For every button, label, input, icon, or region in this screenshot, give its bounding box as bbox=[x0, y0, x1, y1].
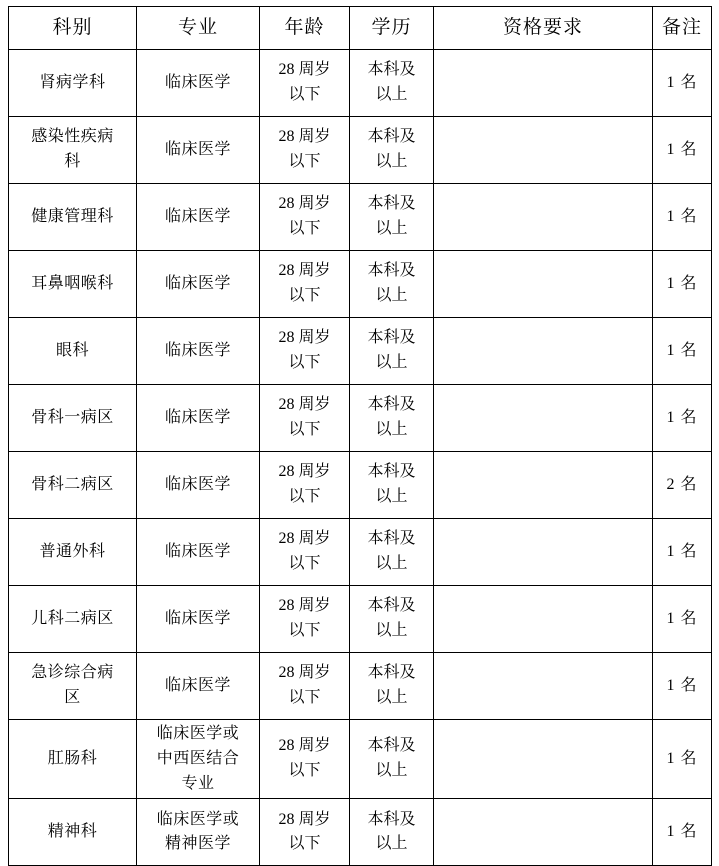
cell-qualification bbox=[434, 184, 653, 251]
cell-age bbox=[260, 519, 350, 586]
column-header-major: 专业 bbox=[137, 7, 260, 50]
cell-department: 肛肠科 bbox=[9, 720, 137, 799]
table-row bbox=[9, 452, 712, 519]
cell-education-line: 以上 bbox=[375, 421, 408, 438]
cell-note: 1 名 bbox=[653, 519, 712, 586]
cell-major-line: 临床医学或 bbox=[156, 810, 240, 828]
cell-education-line: 以上 bbox=[375, 689, 408, 706]
cell-major: 临床医学 bbox=[137, 385, 260, 452]
cell-age-line: 28 周岁 bbox=[278, 664, 331, 682]
cell-education bbox=[350, 117, 434, 184]
cell-age bbox=[260, 318, 350, 385]
cell-education-line: 本科及 bbox=[367, 329, 416, 347]
table-row bbox=[9, 117, 712, 184]
cell-age-line: 28 周岁 bbox=[278, 597, 331, 615]
cell-note: 1 名 bbox=[653, 50, 712, 117]
cell-qualification bbox=[434, 452, 653, 519]
cell-education bbox=[350, 586, 434, 653]
cell-department: 骨科二病区 bbox=[9, 452, 137, 519]
cell-age-line: 以下 bbox=[288, 220, 321, 237]
cell-major: 临床医学 bbox=[137, 318, 260, 385]
cell-age bbox=[260, 653, 350, 720]
cell-major: 临床医学 bbox=[137, 519, 260, 586]
cell-education-line: 本科及 bbox=[367, 61, 416, 79]
cell-major: 临床医学 bbox=[137, 184, 260, 251]
table-row bbox=[9, 50, 712, 117]
column-header-department: 科别 bbox=[9, 7, 137, 50]
column-header-education: 学历 bbox=[350, 7, 434, 50]
cell-age-line: 28 周岁 bbox=[278, 61, 331, 79]
cell-education-line: 以上 bbox=[375, 86, 408, 103]
cell-note: 1 名 bbox=[653, 720, 712, 799]
cell-age-line: 以下 bbox=[288, 153, 321, 170]
cell-department-line: 感染性疾病 bbox=[31, 128, 114, 146]
cell-note: 1 名 bbox=[653, 184, 712, 251]
cell-note: 1 名 bbox=[653, 586, 712, 653]
cell-major: 临床医学 bbox=[137, 653, 260, 720]
cell-education bbox=[350, 50, 434, 117]
cell-note: 1 名 bbox=[653, 799, 712, 866]
cell-qualification bbox=[434, 720, 653, 799]
table-row bbox=[9, 720, 712, 799]
cell-department bbox=[9, 653, 137, 720]
cell-age-line: 以下 bbox=[288, 622, 321, 639]
cell-age-line: 以下 bbox=[288, 555, 321, 572]
cell-age-line: 以下 bbox=[288, 421, 321, 438]
cell-education bbox=[350, 251, 434, 318]
cell-qualification bbox=[434, 50, 653, 117]
cell-age-line: 28 周岁 bbox=[278, 195, 331, 213]
table-row bbox=[9, 318, 712, 385]
cell-education bbox=[350, 799, 434, 866]
cell-note: 1 名 bbox=[653, 251, 712, 318]
cell-education-line: 以上 bbox=[375, 153, 408, 170]
cell-education-line: 本科及 bbox=[367, 664, 416, 682]
cell-major bbox=[137, 720, 260, 799]
cell-major-line: 中西医结合 bbox=[156, 749, 240, 767]
cell-note: 1 名 bbox=[653, 318, 712, 385]
cell-age-line: 28 周岁 bbox=[278, 329, 331, 347]
cell-age bbox=[260, 50, 350, 117]
cell-education-line: 本科及 bbox=[367, 597, 416, 615]
cell-education-line: 以上 bbox=[375, 762, 408, 780]
cell-education-line: 本科及 bbox=[367, 128, 416, 146]
cell-major-line: 专业 bbox=[181, 774, 215, 792]
recruitment-table bbox=[8, 6, 712, 866]
table-body bbox=[9, 50, 712, 866]
cell-qualification bbox=[434, 318, 653, 385]
cell-major bbox=[137, 799, 260, 866]
cell-qualification bbox=[434, 586, 653, 653]
cell-education-line: 以上 bbox=[375, 622, 408, 639]
cell-age-line: 以下 bbox=[288, 762, 321, 780]
cell-major-line: 临床医学或 bbox=[156, 725, 240, 742]
cell-age bbox=[260, 251, 350, 318]
cell-department: 健康管理科 bbox=[9, 184, 137, 251]
cell-education-line: 本科及 bbox=[367, 530, 416, 548]
cell-age-line: 28 周岁 bbox=[278, 737, 331, 755]
cell-department: 眼科 bbox=[9, 318, 137, 385]
cell-age-line: 以下 bbox=[288, 354, 321, 371]
cell-education bbox=[350, 452, 434, 519]
cell-major-line: 精神医学 bbox=[164, 835, 231, 853]
cell-qualification bbox=[434, 117, 653, 184]
cell-qualification bbox=[434, 519, 653, 586]
cell-education-line: 以上 bbox=[375, 488, 408, 505]
cell-age bbox=[260, 720, 350, 799]
cell-department-line: 急诊综合病 bbox=[31, 664, 114, 682]
cell-qualification bbox=[434, 385, 653, 452]
cell-education bbox=[350, 720, 434, 799]
cell-department: 肾病学科 bbox=[9, 50, 137, 117]
cell-major: 临床医学 bbox=[137, 50, 260, 117]
cell-department: 普通外科 bbox=[9, 519, 137, 586]
cell-education-line: 以上 bbox=[375, 835, 408, 853]
cell-education-line: 以上 bbox=[375, 220, 408, 237]
cell-education-line: 以上 bbox=[375, 354, 408, 371]
cell-age-line: 以下 bbox=[288, 689, 321, 706]
cell-age-line: 以下 bbox=[288, 86, 321, 103]
column-header-qualification: 资格要求 bbox=[434, 7, 653, 50]
cell-age-line: 28 周岁 bbox=[278, 810, 331, 828]
cell-department: 耳鼻咽喉科 bbox=[9, 251, 137, 318]
cell-education-line: 本科及 bbox=[367, 195, 416, 213]
cell-education bbox=[350, 653, 434, 720]
table-header-row bbox=[9, 7, 712, 50]
cell-education bbox=[350, 519, 434, 586]
cell-note: 1 名 bbox=[653, 117, 712, 184]
cell-age-line: 28 周岁 bbox=[278, 396, 331, 414]
cell-age-line: 以下 bbox=[288, 287, 321, 304]
cell-note: 1 名 bbox=[653, 385, 712, 452]
cell-education-line: 本科及 bbox=[367, 810, 416, 828]
cell-department bbox=[9, 117, 137, 184]
cell-age-line: 28 周岁 bbox=[278, 530, 331, 548]
cell-education-line: 以上 bbox=[375, 287, 408, 304]
cell-age bbox=[260, 117, 350, 184]
column-header-note: 备注 bbox=[653, 7, 712, 50]
cell-education-line: 以上 bbox=[375, 555, 408, 572]
table-row bbox=[9, 519, 712, 586]
table-row bbox=[9, 184, 712, 251]
cell-major: 临床医学 bbox=[137, 586, 260, 653]
table-row bbox=[9, 586, 712, 653]
table-row bbox=[9, 799, 712, 866]
table-row bbox=[9, 251, 712, 318]
cell-department-line: 区 bbox=[64, 689, 81, 706]
table-row bbox=[9, 385, 712, 452]
cell-department-line: 科 bbox=[64, 153, 81, 170]
cell-qualification bbox=[434, 251, 653, 318]
cell-age-line: 以下 bbox=[288, 835, 321, 853]
cell-education bbox=[350, 318, 434, 385]
cell-age-line: 28 周岁 bbox=[278, 262, 331, 280]
cell-education-line: 本科及 bbox=[367, 262, 416, 280]
cell-age-line: 以下 bbox=[288, 488, 321, 505]
cell-department: 儿科二病区 bbox=[9, 586, 137, 653]
cell-age-line: 28 周岁 bbox=[278, 463, 331, 481]
cell-education bbox=[350, 184, 434, 251]
cell-major: 临床医学 bbox=[137, 251, 260, 318]
cell-age-line: 28 周岁 bbox=[278, 128, 331, 146]
cell-age bbox=[260, 385, 350, 452]
cell-qualification bbox=[434, 799, 653, 866]
cell-age bbox=[260, 799, 350, 866]
cell-department: 精神科 bbox=[9, 799, 137, 866]
cell-qualification bbox=[434, 653, 653, 720]
cell-major: 临床医学 bbox=[137, 452, 260, 519]
cell-age bbox=[260, 184, 350, 251]
cell-education-line: 本科及 bbox=[367, 463, 416, 481]
cell-note: 2 名 bbox=[653, 452, 712, 519]
cell-department: 骨科一病区 bbox=[9, 385, 137, 452]
cell-major: 临床医学 bbox=[137, 117, 260, 184]
column-header-age: 年龄 bbox=[260, 7, 350, 50]
cell-age bbox=[260, 452, 350, 519]
cell-education-line: 本科及 bbox=[367, 737, 416, 755]
cell-note: 1 名 bbox=[653, 653, 712, 720]
cell-education-line: 本科及 bbox=[367, 396, 416, 414]
cell-age bbox=[260, 586, 350, 653]
table-row bbox=[9, 653, 712, 720]
cell-education bbox=[350, 385, 434, 452]
